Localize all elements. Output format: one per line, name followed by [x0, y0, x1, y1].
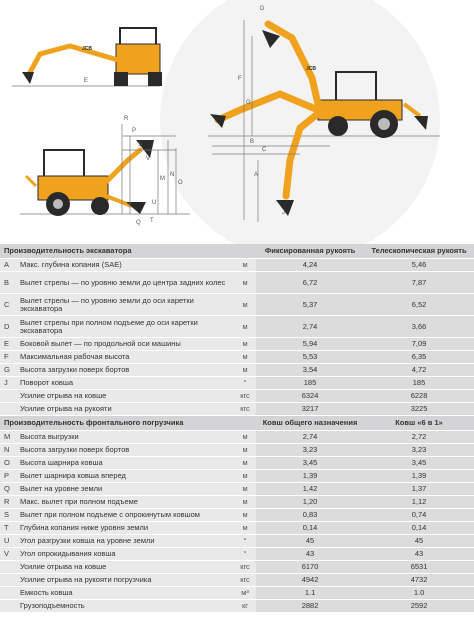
dim-label-t: T	[150, 218, 154, 224]
loader-cell-unit: м	[234, 522, 256, 535]
loader-cell-code: M	[0, 431, 16, 444]
loader-cell-unit: м	[234, 457, 256, 470]
loader-cell-v1: 6170	[256, 561, 364, 574]
loader-row	[0, 535, 474, 548]
excavator-cell-v2: 3,66	[364, 316, 474, 338]
excavator-cell-v2: 7,09	[364, 338, 474, 351]
loader-cell-v2: 2592	[364, 600, 474, 613]
dim-label-e: E	[84, 78, 89, 84]
loader-col-6in1: Ковш «6 в 1»	[364, 416, 474, 431]
loader-cell-v2: 3,45	[364, 457, 474, 470]
excavator-row	[0, 294, 474, 316]
loader-cell-desc: Высота шарнира ковша	[16, 457, 234, 470]
loader-row	[0, 496, 474, 509]
loader-cell-v1: 4942	[256, 574, 364, 587]
loader-cell-code	[0, 600, 16, 613]
loader-cell-unit: м	[234, 444, 256, 457]
loader-cell-v1: 1,39	[256, 470, 364, 483]
loader-row	[0, 509, 474, 522]
excavator-cell-v1: 185	[256, 377, 364, 390]
excavator-cell-v1: 3,54	[256, 364, 364, 377]
excavator-cell-code: E	[0, 338, 16, 351]
excavator-cell-unit: м	[234, 338, 256, 351]
spec-table	[0, 244, 474, 613]
excavator-cell-desc: Усилие отрыва на ковше	[16, 390, 234, 403]
excavator-cell-v2: 6,52	[364, 294, 474, 316]
excavator-cell-v1: 5,94	[256, 338, 364, 351]
excavator-row	[0, 351, 474, 364]
loader-cell-code: U	[0, 535, 16, 548]
excavator-cell-desc: Вылет стрелы — по уровню земли до оси каретки экскаватора	[16, 294, 234, 316]
loader-cell-v1: 2882	[256, 600, 364, 613]
excavator-row	[0, 364, 474, 377]
loader-row	[0, 444, 474, 457]
loader-header	[0, 416, 474, 431]
loader-cell-v2: 1.0	[364, 587, 474, 600]
excavator-cell-v1: 6,72	[256, 272, 364, 294]
dim-label-r: R	[124, 116, 129, 122]
loader-row	[0, 522, 474, 535]
svg-text:JCB: JCB	[82, 46, 93, 52]
excavator-cell-v2: 4,72	[364, 364, 474, 377]
excavator-cell-v2: 6,35	[364, 351, 474, 364]
excavator-cell-unit: м	[234, 272, 256, 294]
excavator-cell-code: J	[0, 377, 16, 390]
loader-cell-desc: Вылет на уровне земли	[16, 483, 234, 496]
loader-cell-v1: 3,45	[256, 457, 364, 470]
loader-cell-code: R	[0, 496, 16, 509]
excavator-row	[0, 272, 474, 294]
excavator-cell-code	[0, 390, 16, 403]
loader-cell-desc: Усилие отрыва на рукояти погрузчика	[16, 574, 234, 587]
excavator-cell-desc: Макс. глубина копания (SAE)	[16, 259, 234, 272]
excavator-cell-unit: кгс	[234, 403, 256, 416]
loader-cell-code: V	[0, 548, 16, 561]
loader-cell-desc: Емкость ковша	[16, 587, 234, 600]
excavator-cell-code: F	[0, 351, 16, 364]
loader-row	[0, 483, 474, 496]
loader-cell-desc: Высота выгрузки	[16, 431, 234, 444]
loader-cell-v2: 1,12	[364, 496, 474, 509]
excavator-cell-v1: 2,74	[256, 316, 364, 338]
loader-row	[0, 561, 474, 574]
excavator-cell-v2: 3225	[364, 403, 474, 416]
backhoe-drawings	[0, 0, 474, 244]
excavator-cell-code	[0, 403, 16, 416]
excavator-cell-desc: Поворот ковша	[16, 377, 234, 390]
loader-cell-unit: кгс	[234, 561, 256, 574]
loader-cell-unit: м	[234, 431, 256, 444]
loader-row	[0, 548, 474, 561]
loader-row	[0, 574, 474, 587]
loader-cell-desc: Высота загрузки поверх бортов	[16, 444, 234, 457]
excavator-cell-code: G	[0, 364, 16, 377]
loader-cell-v2: 43	[364, 548, 474, 561]
dim-label-m: M	[160, 176, 165, 182]
loader-cell-v2: 0,14	[364, 522, 474, 535]
excavator-cell-v1: 3217	[256, 403, 364, 416]
dim-label-b: B	[250, 139, 255, 145]
loader-cell-desc: Угол опрокидывания ковша	[16, 548, 234, 561]
dim-label-v: V	[146, 156, 151, 162]
dim-label-a: A	[254, 172, 259, 178]
loader-cell-code: P	[0, 470, 16, 483]
excavator-cell-code: A	[0, 259, 16, 272]
loader-title: Производительность фронтального погрузчика	[0, 416, 256, 431]
excavator-col-telescopic: Телескопическая рукоять	[364, 244, 474, 259]
loader-cell-v1: 1.1	[256, 587, 364, 600]
excavator-cell-desc: Боковой вылет — по продольной оси машины	[16, 338, 234, 351]
loader-cell-v2: 0,74	[364, 509, 474, 522]
loader-cell-unit: м	[234, 470, 256, 483]
loader-cell-v1: 45	[256, 535, 364, 548]
excavator-header	[0, 244, 474, 259]
loader-cell-desc: Вылет шарнира ковша вперед	[16, 470, 234, 483]
excavator-cell-code: C	[0, 294, 16, 316]
loader-cell-v1: 1,20	[256, 496, 364, 509]
loader-cell-desc: Угол разгрузки ковша на уровне земли	[16, 535, 234, 548]
dim-label-d: D	[260, 6, 265, 12]
dim-label-g: G	[246, 100, 251, 106]
excavator-cell-desc: Вылет стрелы — по уровню земли до центра задних колес	[16, 272, 234, 294]
svg-text:JCB: JCB	[306, 66, 317, 72]
excavator-cell-desc: Усилие отрыва на рукояти	[16, 403, 234, 416]
loader-cell-unit: кгс	[234, 574, 256, 587]
loader-row	[0, 587, 474, 600]
loader-cell-v2: 2,72	[364, 431, 474, 444]
excavator-col-fixed: Фиксированная рукоять	[256, 244, 364, 259]
loader-cell-v1: 0,83	[256, 509, 364, 522]
loader-cell-v2: 6531	[364, 561, 474, 574]
excavator-cell-v1: 6324	[256, 390, 364, 403]
loader-cell-code: N	[0, 444, 16, 457]
excavator-cell-v2: 5,46	[364, 259, 474, 272]
excavator-row	[0, 377, 474, 390]
excavator-row	[0, 338, 474, 351]
loader-cell-code: S	[0, 509, 16, 522]
excavator-cell-unit: °	[234, 377, 256, 390]
dim-label-p: P	[132, 128, 137, 134]
excavator-row	[0, 259, 474, 272]
loader-cell-v2: 1,39	[364, 470, 474, 483]
loader-cell-v2: 1,37	[364, 483, 474, 496]
excavator-title: Производительность экскаватора	[0, 244, 256, 259]
excavator-cell-code: D	[0, 316, 16, 338]
loader-cell-unit: м	[234, 496, 256, 509]
excavator-cell-unit: м	[234, 316, 256, 338]
excavator-cell-v1: 5,53	[256, 351, 364, 364]
dim-label-q: Q	[136, 220, 141, 226]
dim-label-u: U	[152, 200, 157, 206]
excavator-cell-code: B	[0, 272, 16, 294]
loader-cell-v1: 43	[256, 548, 364, 561]
loader-cell-unit: кг	[234, 600, 256, 613]
dim-label-s: S	[138, 142, 143, 148]
excavator-cell-v2: 185	[364, 377, 474, 390]
loader-cell-v1: 3,23	[256, 444, 364, 457]
loader-cell-desc: Грузоподъемность	[16, 600, 234, 613]
loader-cell-unit: °	[234, 535, 256, 548]
loader-row	[0, 470, 474, 483]
excavator-cell-unit: кгс	[234, 390, 256, 403]
loader-cell-desc: Вылет при полном подъеме с опрокинутым ковшом	[16, 509, 234, 522]
loader-cell-desc: Макс. вылет при полном подъеме	[16, 496, 234, 509]
excavator-cell-unit: м	[234, 351, 256, 364]
loader-row	[0, 600, 474, 613]
dim-label-j: J	[282, 210, 285, 216]
excavator-cell-unit: м	[234, 294, 256, 316]
dim-label-c: C	[262, 147, 267, 153]
loader-cell-code	[0, 561, 16, 574]
loader-cell-v2: 4732	[364, 574, 474, 587]
loader-cell-v2: 3,23	[364, 444, 474, 457]
loader-cell-code	[0, 587, 16, 600]
loader-cell-v2: 45	[364, 535, 474, 548]
excavator-cell-v1: 4,24	[256, 259, 364, 272]
excavator-cell-desc: Максимальная рабочая высота	[16, 351, 234, 364]
excavator-cell-desc: Вылет стрелы при полном подъеме до оси каретки экскаватора	[16, 316, 234, 338]
loader-cell-desc: Усилие отрыва на ковше	[16, 561, 234, 574]
loader-col-general: Ковш общего назначения	[256, 416, 364, 431]
excavator-row	[0, 390, 474, 403]
excavator-cell-unit: м	[234, 259, 256, 272]
dim-label-o: O	[178, 180, 183, 186]
loader-cell-code	[0, 574, 16, 587]
excavator-cell-desc: Высота загрузки поверх бортов	[16, 364, 234, 377]
loader-cell-v1: 2,74	[256, 431, 364, 444]
loader-cell-unit: м³	[234, 587, 256, 600]
spec-tables	[0, 244, 474, 613]
loader-cell-unit: м	[234, 483, 256, 496]
loader-cell-unit: °	[234, 548, 256, 561]
loader-cell-code: T	[0, 522, 16, 535]
excavator-cell-v2: 6228	[364, 390, 474, 403]
excavator-cell-v2: 7,87	[364, 272, 474, 294]
loader-row	[0, 431, 474, 444]
loader-row	[0, 457, 474, 470]
excavator-row	[0, 403, 474, 416]
loader-cell-code: O	[0, 457, 16, 470]
loader-cell-code: Q	[0, 483, 16, 496]
loader-cell-unit: м	[234, 509, 256, 522]
loader-cell-desc: Глубина копания ниже уровня земли	[16, 522, 234, 535]
loader-cell-v1: 1,42	[256, 483, 364, 496]
excavator-cell-unit: м	[234, 364, 256, 377]
loader-cell-v1: 0,14	[256, 522, 364, 535]
excavator-row	[0, 316, 474, 338]
dim-label-n: N	[170, 172, 175, 178]
dim-label-f: F	[238, 76, 242, 82]
excavator-cell-v1: 5,37	[256, 294, 364, 316]
